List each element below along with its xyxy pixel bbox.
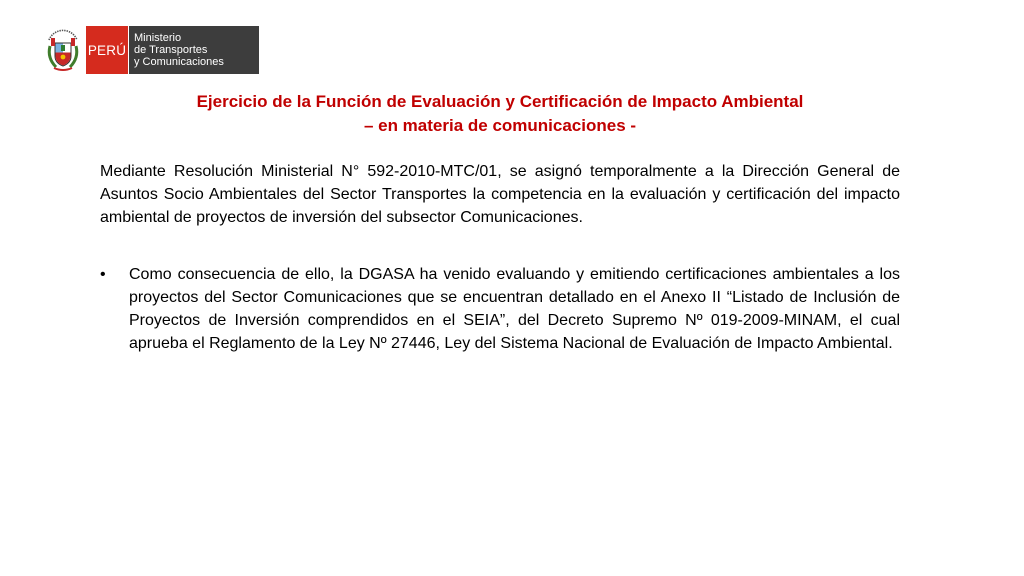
logo-ministry-line-3: y Comunicaciones	[134, 56, 224, 68]
slide-title-line-2: – en materia de comunicaciones -	[363, 116, 637, 135]
coat-of-arms-icon	[44, 26, 82, 74]
logo-country-block	[86, 26, 128, 74]
bullet-text: Como consecuencia de ello, la DGASA ha venido evaluando y emitiendo certificaciones ambientales a los proyectos del Sector Comunicaciones que se encuentran detallado en el Anexo II “Listado de Inclusión de Proyectos de Inversión comprendidos en el SEIA”, del Decreto Supremo Nº 019-2009-MINAM, el cual aprueba el Reglamento de la Ley Nº 27446, Ley del Sistema Nacional de Evaluación de Impacto Ambiental.	[129, 266, 900, 352]
slide-title-line-1: Ejercicio de la Función de Evaluación y Certificación de Impacto Ambiental	[196, 92, 804, 111]
logo-ministry-line-1: Ministerio	[134, 32, 182, 44]
bullet-marker: •	[100, 266, 106, 283]
intro-paragraph: Mediante Resolución Ministerial N° 592-2010-MTC/01, se asignó temporalmente a la Dirección General de Asuntos Socio Ambientales del Sector Transportes la competencia en la evaluación y certificación del impacto ambiental de proyectos de inversión del subsector Comunicaciones.	[100, 163, 900, 226]
bullet-item	[100, 263, 900, 355]
logo-ministry-block	[129, 26, 259, 74]
logo-ministry-line-2: de Transportes	[134, 44, 208, 56]
ministry-logo	[44, 26, 259, 74]
slide-title	[100, 90, 900, 138]
logo-country-label: PERÚ	[87, 42, 127, 58]
